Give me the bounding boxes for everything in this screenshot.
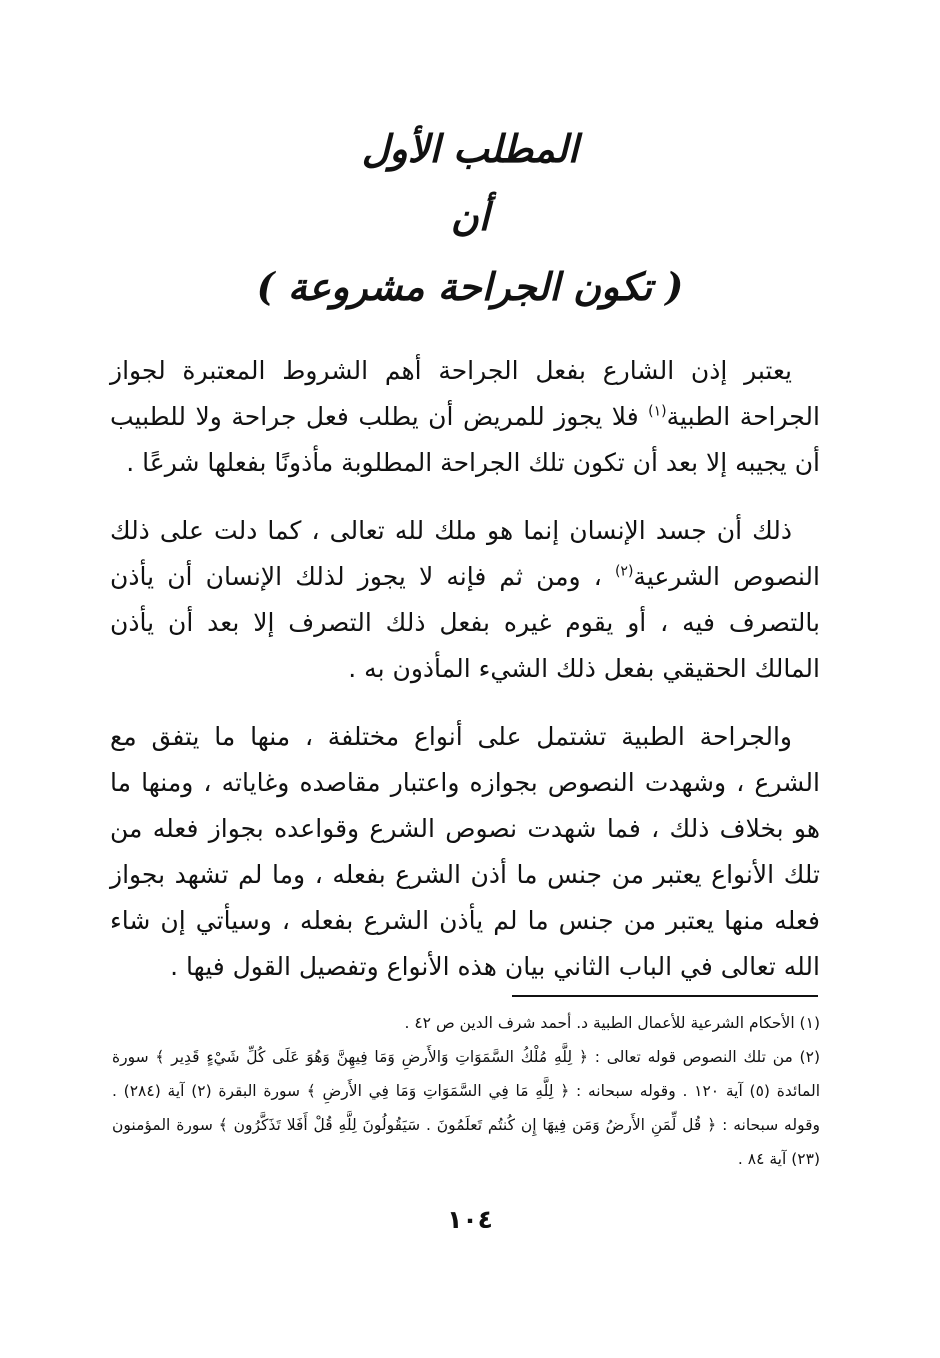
footnotes (112, 1006, 820, 1176)
page-number: ١٠٤ (447, 1205, 493, 1234)
paragraph-2 (110, 508, 820, 692)
heading-line-3: ( تكون الجراحة مشروعة ) (256, 264, 684, 309)
footnote-ref-1: (١) (648, 403, 667, 420)
footnote-divider (512, 995, 818, 997)
heading-line-1: المطلب الأول (361, 126, 579, 171)
paragraph-1-text: يعتبر إذن الشارع بفعل الجراحة أهم الشروط المعتبرة لجواز الجراحة الطبية (110, 356, 820, 431)
footnote-ref-2: (٢) (614, 563, 634, 580)
paragraph-2-text: ذلك أن جسد الإنسان إنما هو ملك لله تعالى ، كما دلت على ذلك النصوص الشرعية (110, 516, 820, 591)
paragraph-2-text-cont: ، ومن ثم فإنه لا يجوز لذلك الإنسان أن يأذن بالتصرف فيه ، أو يقوم غيره بفعل ذلك التصرف إلا بعد أن يأذن المالك الحقيقي بفعل ذلك الشيء المأذون به . (110, 562, 820, 683)
paragraph-3: والجراحة الطبية تشتمل على أنواع مختلفة ، منها ما يتفق مع الشرع ، وشهدت النصوص بجوازه واعتبار مقاصده وغاياته ، ومنها ما هو بخلاف ذلك ، فما شهدت نصوص الشرع وقواعده بجواز فعله من تلك الأنواع يعتبر من جنس ما أذن الشرع بفعله ، وما لم تشهد بجواز فعله منها يعتبر من جنس ما لم يأذن الشرع بفعله ، وسيأتي إن شاء الله تعالى في الباب الثاني بيان هذه الأنواع وتفصيل القول فيها . (110, 722, 820, 981)
paragraph-1 (110, 348, 820, 486)
heading-line-2: أن (450, 194, 490, 239)
paragraph-1-text-cont: فلا يجوز للمريض أن يطلب فعل جراحة ولا للطبيب أن يجيبه إلا بعد أن تكون تلك الجراحة المطلوبة مأذونًا بفعلها شرعًا . (110, 402, 820, 477)
footnote-2: (٢) من تلك النصوص قوله تعالى : ﴿ لِلَّهِ مُلْكُ السَّمَوَاتِ وَالأَرضِ وَمَا فِيهِنَّ وَهُوَ عَلَى كُلِّ شَيْءٍ قَدِير ﴾ سورة المائدة (٥) آية ١٢٠ . وقوله سبحانه : ﴿ لِلَّهِ مَا فِي السَّمَوَاتِ وَمَا فِي الأَرضِ ﴾ سورة البقرة (٢) آية (٢٨٤) . وقوله سبحانه : ﴿ قُل لِّمَنِ الأَرضُ وَمَن فِيهَا إِن كُنتُم تَعلَمُونَ . سَيَقُولُونَ لِلَّهِ قُلْ أَفَلا تَذَكَّرُون ﴾ سورة المؤمنون (٢٣) آية ٨٤ . (112, 1048, 820, 1168)
body-text (110, 348, 820, 1012)
footnote-1: (١) الأحكام الشرعية للأعمال الطبية د. أحمد شرف الدين ص ٤٢ . (404, 1014, 820, 1032)
